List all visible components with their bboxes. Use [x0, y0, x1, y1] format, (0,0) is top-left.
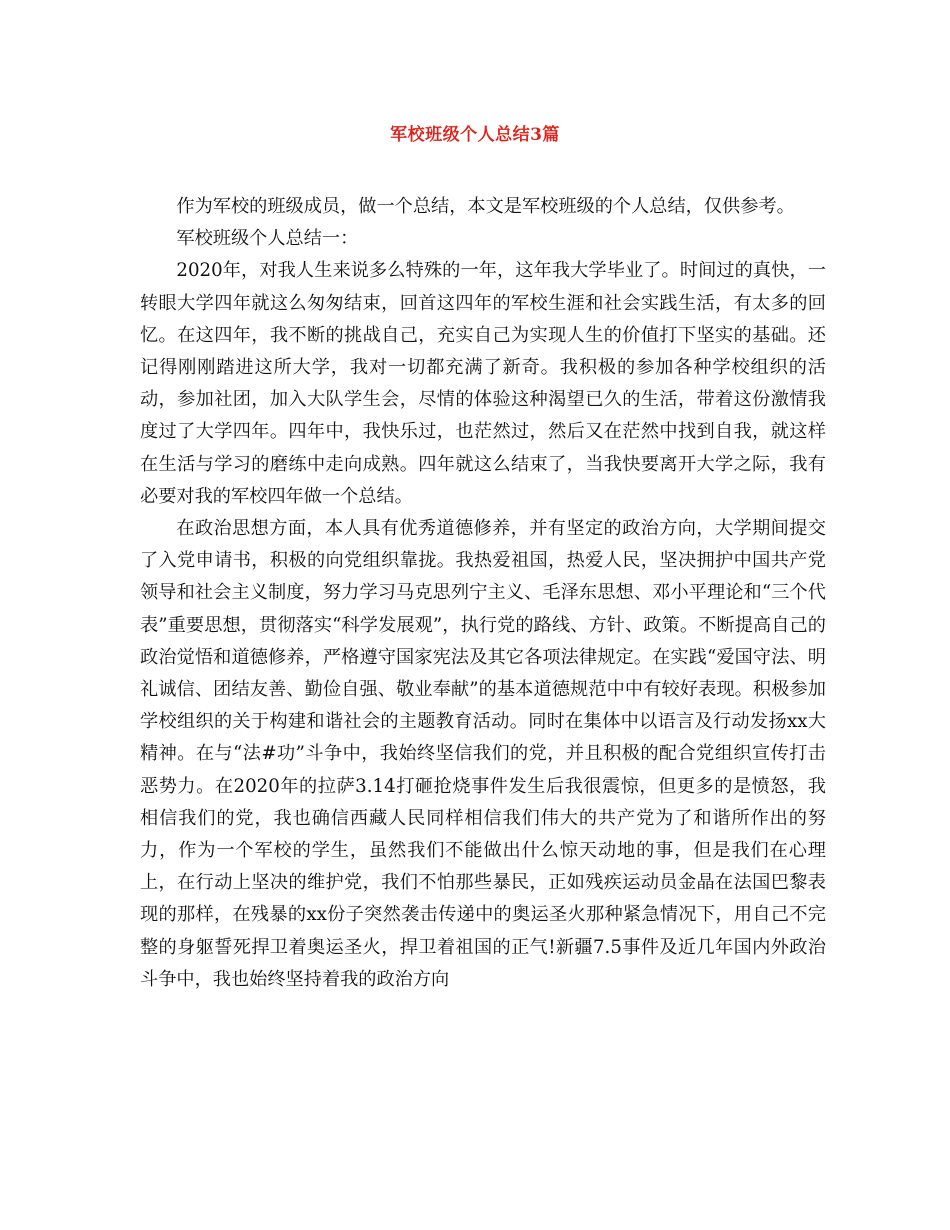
body-paragraph-graduation: 2020年，对我人生来说多么特殊的一年，这年我大学毕业了。时间过的真快，一转眼大学四年就这么匆匆结束，回首这四年的军校生涯和社会实践生活，有太多的回忆。在这四年，我不断的挑战自己，充实自己为实现人生的价值打下坚实的基础。还记得刚刚踏进这所大学，我对一切都充满了新奇。我积极的参加各种学校组织的活动，参加社团，加入大队学生会，尽情的体验这种渴望已久的生活，带着这份激情我度过了大学四年。四年中，我快乐过，也茫然过，然后又在茫然中找到自我，就这样在生活与学习的磨练中走向成熟。四年就这么结束了，当我快要离开大学之际，我有必要对我的军校四年做一个总结。 — [140, 260, 826, 507]
document-body — [140, 191, 826, 996]
section-heading-paragraph: 军校班级个人总结一： — [176, 228, 359, 250]
body-paragraph-political: 在政治思想方面，本人具有优秀道德修养，并有坚定的政治方向，大学期间提交了入党申请书，积极的向党组织靠拢。我热爱祖国，热爱人民，坚决拥护中国共产党领导和社会主义制度，努力学习马克思列宁主义、毛泽东思想、邓小平理论和“三个代表”重要思想，贯彻落实“科学发展观”，执行党的路线、方针、政策。不断提高自己的政治觉悟和道德修养，严格遵守国家宪法及其它各项法律规定。在实践“爱国守法、明礼诚信、团结友善、勤俭自强、敬业奉献”的基本道德规范中中有较好表现。积极参加学校组织的关于构建和谐社会的主题教育活动。同时在集体中以语言及行动发扬xx大精神。在与“法#功”斗争中，我始终坚信我们的党，并且积极的配合党组织宣传打击恶势力。在2020年的拉萨3.14打砸抢烧事件发生后我很震惊，但更多的是愤怒，我相信我们的党，我也确信西藏人民同样相信我们伟大的共产党为了和谐所作出的努力，作为一个军校的学生，虽然我们不能做出什么惊天动地的事，但是我们在心理上，在行动上坚决的维护党，我们不怕那些暴民，正如残疾运动员金晶在法国巴黎表现的那样，在残暴的xx份子突然袭击传递中的奥运圣火那种紧急情况下，用自己不完整的身躯誓死捍卫着奥运圣火，捍卫着祖国的正气!新疆7.5事件及近几年国内外政治斗争中，我也始终坚持着我的政治方向 — [140, 518, 826, 990]
document-title: 军校班级个人总结3篇 — [390, 125, 560, 145]
intro-paragraph: 作为军校的班级成员，做一个总结，本文是军校班级的个人总结，仅供参考。 — [176, 196, 795, 217]
